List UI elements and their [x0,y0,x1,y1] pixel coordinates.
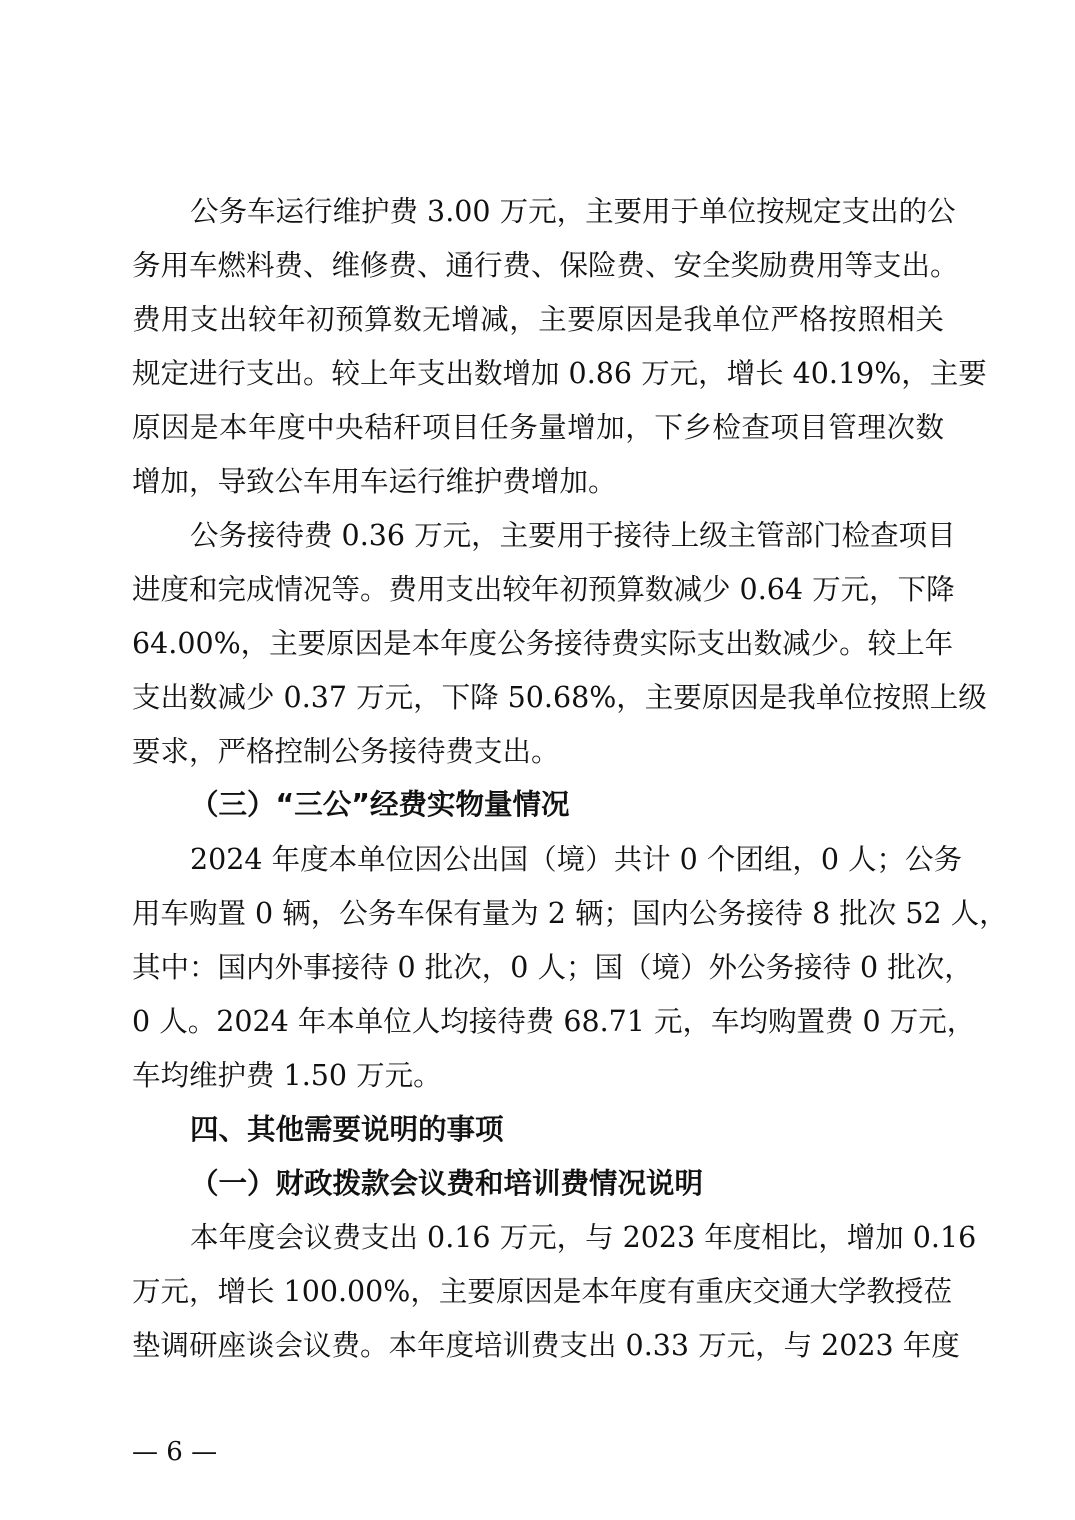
text-line: 要求，严格控制公务接待费支出。 [132,735,560,768]
text-line: 费用支出较年初预算数无增减，主要原因是我单位严格按照相关 [132,303,944,336]
text-line: 用车购置 0 辆，公务车保有量为 2 辆；国内公务接待 8 批次 52 人， [132,897,1008,930]
subsection-heading: （一）财政拨款会议费和培训费情况说明 [190,1167,704,1200]
section-heading: （三）“三公”经费实物量情况 [190,788,570,821]
text-line: 其中：国内外事接待 0 批次，0 人；国（境）外公务接待 0 批次， [132,951,973,984]
text-line: 增加，导致公车用车运行维护费增加。 [132,465,617,498]
text-line: 车均维护费 1.50 万元。 [132,1059,442,1092]
text-line: 原因是本年度中央秸秆项目任务量增加，下乡检查项目管理次数 [132,411,944,444]
text-line: 2024 年度本单位因公出国（境）共计 0 个团组，0 人；公务 [190,843,963,876]
text-line: 万元，增长 100.00%，主要原因是本年度有重庆交通大学教授莅 [132,1275,952,1308]
text-line: 0 人。2024 年本单位人均接待费 68.71 元，车均购置费 0 万元， [132,1005,976,1038]
text-line: 垫调研座谈会议费。本年度培训费支出 0.33 万元，与 2023 年度 [132,1329,960,1362]
text-line: 规定进行支出。较上年支出数增加 0.86 万元，增长 40.19%，主要 [132,357,987,390]
text-line: 公务车运行维护费 3.00 万元，主要用于单位按规定支出的公 [190,195,956,228]
page-number: — 6 — [132,1437,218,1467]
text-line: 进度和完成情况等。费用支出较年初预算数减少 0.64 万元，下降 [132,573,955,606]
text-line: 支出数减少 0.37 万元，下降 50.68%，主要原因是我单位按照上级 [132,681,987,714]
text-line: 64.00%，主要原因是本年度公务接待费实际支出数减少。较上年 [132,627,954,660]
text-line: 公务接待费 0.36 万元，主要用于接待上级主管部门检查项目 [190,519,956,552]
section-heading: 四、其他需要说明的事项 [190,1113,504,1146]
text-line: 务用车燃料费、维修费、通行费、保险费、安全奖励费用等支出。 [132,249,959,282]
text-line: 本年度会议费支出 0.16 万元，与 2023 年度相比，增加 0.16 [190,1221,977,1254]
